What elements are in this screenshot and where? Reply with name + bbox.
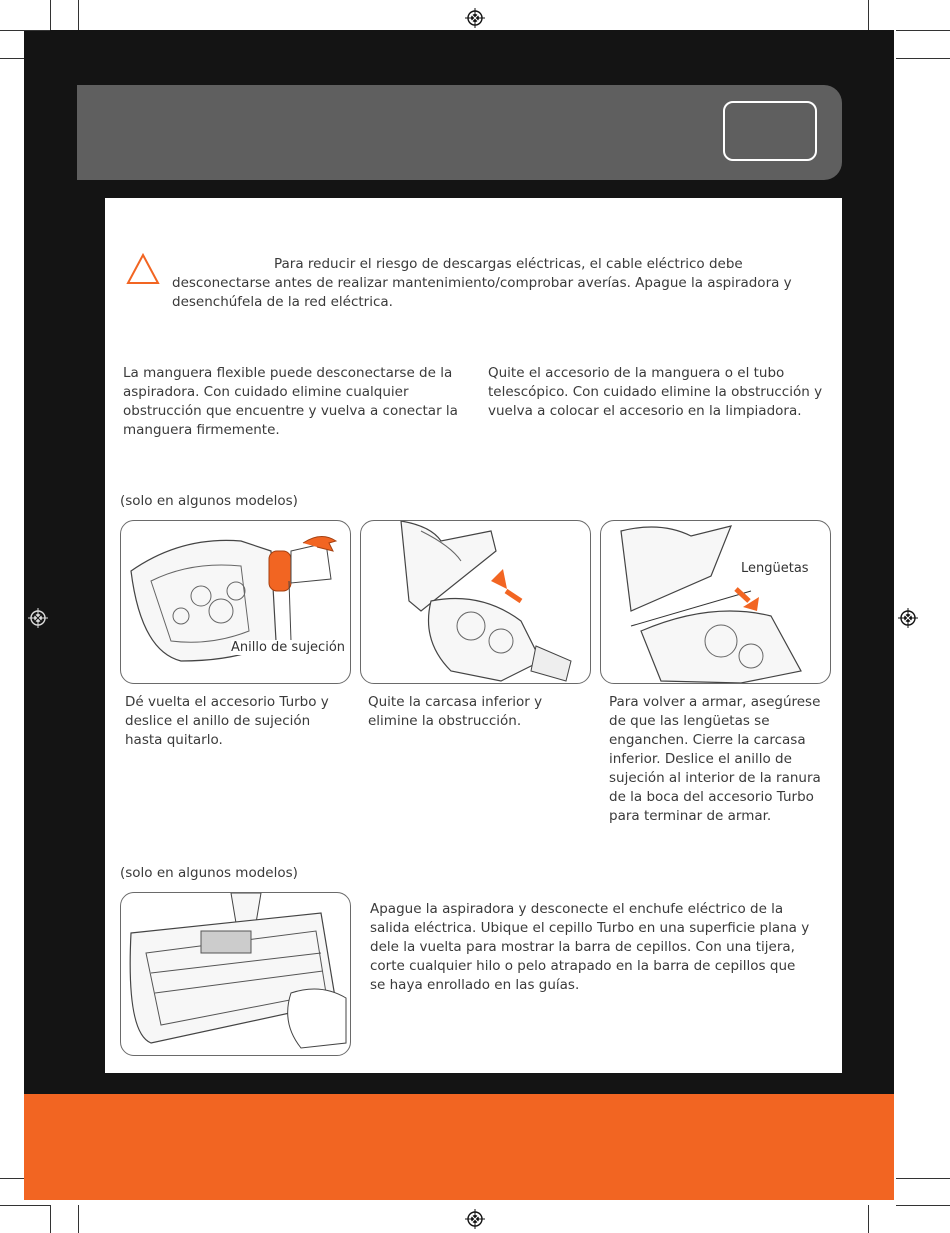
footer-band xyxy=(24,1094,894,1200)
brush-caption: Apague la aspiradora y desconecte el enchufe eléctrico de la salida eléctrica. Ubique el cepillo Turbo en una superficie plana y dele la vuelta para mostrar la barra de cepillos. Con una tijera, corte cualquier hilo o pelo atrapado en la barra de cepillos que se haya enrollado en las guías. xyxy=(370,901,810,993)
crop-mark xyxy=(0,30,50,31)
tabs-label: Lengüetas xyxy=(741,561,809,576)
crop-mark xyxy=(0,1178,24,1179)
turbo-step2-caption: Quite la carcasa inferior y elimine la obstrucción. xyxy=(368,694,543,729)
retaining-ring-label: Anillo de sujeción xyxy=(231,640,346,655)
registration-mark-icon xyxy=(465,8,485,28)
brush-models-note: (solo en algunos modelos) xyxy=(120,865,298,881)
crop-mark xyxy=(868,0,869,30)
crop-mark xyxy=(896,1205,950,1206)
page-number-box xyxy=(723,101,817,161)
turbo-step1-illustration xyxy=(120,520,351,684)
crop-mark xyxy=(0,1205,50,1206)
crop-mark xyxy=(50,1205,51,1233)
hose-right-text: Quite el accesorio de la manguera o el tubo telescópico. Con cuidado elimine la obstrucción y vuelva a colocar el accesorio en la limpiadora. xyxy=(488,365,823,419)
hose-left-text: La manguera flexible puede desconectarse de la aspiradora. Con cuidado elimine cualquier obstrucción que encuentre y vuelva a conectar la manguera firmemente. xyxy=(123,365,458,438)
crop-mark xyxy=(868,1205,869,1233)
crop-mark xyxy=(78,0,79,30)
turbo-models-note: (solo en algunos modelos) xyxy=(120,493,298,509)
crop-mark xyxy=(78,1205,79,1233)
crop-mark xyxy=(896,1178,950,1179)
turbo-step3-caption: Para volver a armar, asegúrese de que las lengüetas se enganchen. Cierre la carcasa inferior. Deslice el anillo de sujeción al interior de la ranura de la boca del accesorio Turbo para terminar de armar. xyxy=(609,694,821,824)
registration-mark-icon xyxy=(898,608,918,628)
warning-text: Para reducir el riesgo de descargas eléctricas, el cable eléctrico debe desconectarse antes de realizar mantenimiento/comprobar averías. Apague la aspiradora y desenchúfela de la red eléctrica. xyxy=(172,256,792,310)
registration-mark-icon xyxy=(465,1209,485,1229)
turbo-step3-illustration xyxy=(600,520,831,684)
crop-mark xyxy=(0,58,24,59)
crop-mark xyxy=(50,0,51,30)
registration-mark-icon xyxy=(28,608,48,628)
warning-triangle-icon xyxy=(126,252,160,286)
turbo-step2-illustration xyxy=(360,520,591,684)
crop-mark xyxy=(896,30,950,31)
crop-mark xyxy=(896,58,950,59)
turbo-step1-caption: Dé vuelta el accesorio Turbo y deslice el anillo de sujeción hasta quitarlo. xyxy=(125,694,329,748)
brush-bar-illustration xyxy=(120,892,351,1056)
